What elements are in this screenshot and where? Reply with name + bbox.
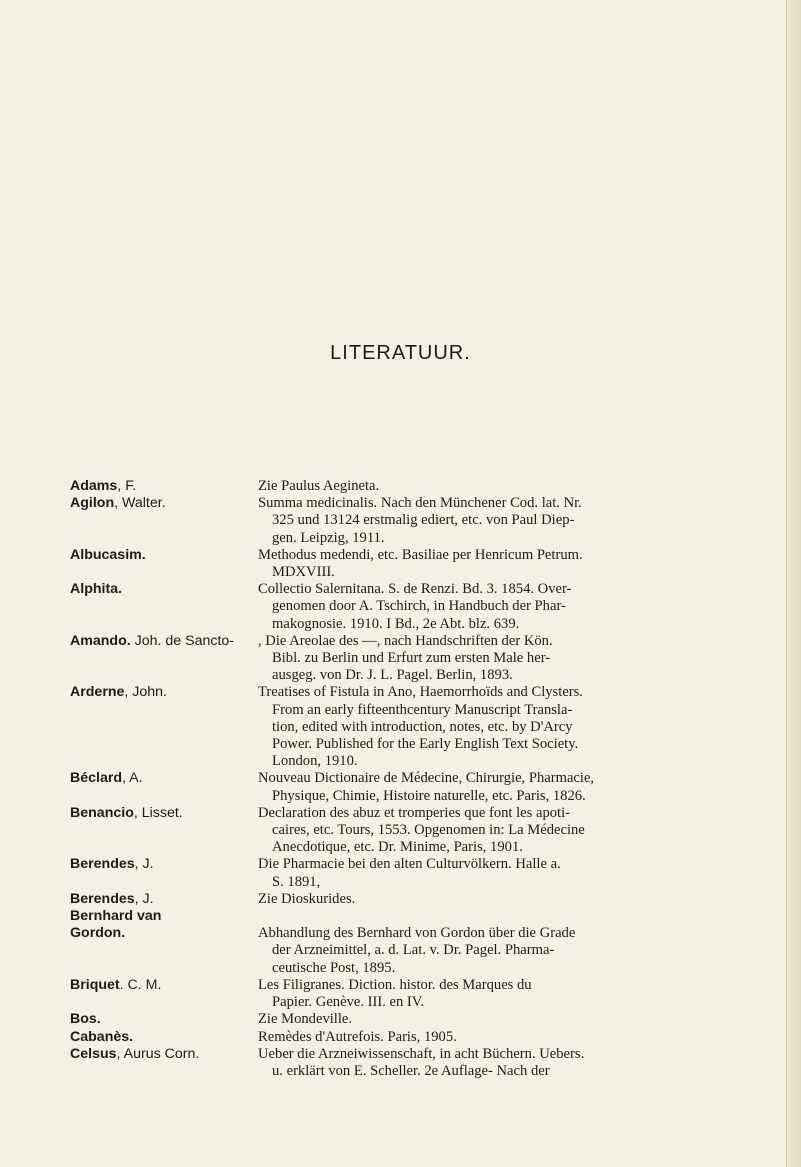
entry-line: Summa medicinalis. Nach den Münchener Cod. lat. Nr. bbox=[258, 495, 582, 512]
entry-line: Treatises of Fistula in Ano, Haemorrhoïds and Clysters. bbox=[258, 684, 583, 701]
author-surname: Albucasim. bbox=[70, 546, 146, 563]
entry-line: Anecdotique, etc. Dr. Minime, Paris, 1901. bbox=[272, 839, 523, 856]
entry-author bbox=[70, 805, 183, 822]
entry-line: MDXVIII. bbox=[272, 564, 335, 581]
entry-description bbox=[258, 547, 770, 581]
entry-line: From an early fifteenthcentury Manuscript Transla- bbox=[272, 701, 573, 718]
entry-line: der Arzneimittel, a. d. Lat. v. Dr. Pagel. Pharma- bbox=[272, 942, 555, 959]
entry-description bbox=[258, 684, 770, 770]
author-surname: Amando. bbox=[70, 632, 131, 649]
list-item bbox=[70, 925, 770, 977]
entry-line: Remèdes d'Autrefois. Paris, 1905. bbox=[258, 1028, 457, 1045]
author-surname: Alphita. bbox=[70, 581, 123, 598]
author-surname: Arderne bbox=[70, 684, 125, 701]
entry-description bbox=[258, 856, 770, 890]
entry-author bbox=[70, 547, 146, 564]
entry-line: Zie Mondeville. bbox=[258, 1011, 353, 1028]
list-item bbox=[70, 633, 770, 685]
entry-line: Physique, Chimie, Histoire naturelle, etc. Paris, 1826. bbox=[272, 787, 586, 804]
entry-author bbox=[70, 908, 161, 925]
entry-author bbox=[70, 856, 154, 873]
entry-line: ceutische Post, 1895. bbox=[272, 959, 396, 976]
entry-author bbox=[70, 1011, 101, 1028]
entry-description bbox=[258, 633, 770, 685]
list-item bbox=[70, 478, 770, 495]
author-given: . C. M. bbox=[119, 976, 162, 993]
entry-line bbox=[258, 908, 770, 925]
author-given: , John. bbox=[124, 684, 167, 701]
entry-description bbox=[258, 805, 770, 857]
entry-description bbox=[258, 977, 770, 1011]
entry-line: gen. Leipzig, 1911. bbox=[272, 529, 385, 546]
entry-line: Abhandlung des Bernhard von Gordon über die Grade bbox=[258, 925, 576, 942]
author-surname: Bos. bbox=[70, 1011, 101, 1028]
entry-line: Power. Published for the Early English Text Society. bbox=[272, 736, 579, 753]
entry-line: makognosie. 1910. I Bd., 2e Abt. blz. 639. bbox=[272, 615, 520, 632]
author-given: , J. bbox=[134, 890, 154, 907]
list-item bbox=[70, 770, 770, 804]
list-item bbox=[70, 1046, 770, 1080]
entry-line: Declaration des abuz et tromperies que font les apoti- bbox=[258, 804, 571, 821]
entry-description bbox=[258, 495, 770, 547]
entry-description bbox=[258, 770, 770, 804]
author-given: , A. bbox=[122, 770, 143, 787]
entry-author bbox=[70, 891, 154, 908]
author-surname: Adams bbox=[70, 478, 118, 494]
list-item bbox=[70, 805, 770, 857]
entry-description bbox=[258, 1046, 770, 1080]
entry-author bbox=[70, 684, 167, 701]
author-given: , Walter. bbox=[114, 495, 166, 512]
entry-description bbox=[258, 1011, 770, 1028]
author-surname: Celsus bbox=[70, 1045, 117, 1062]
entry-line: Ueber die Arzneiwissenschaft, in acht Büchern. Uebers. bbox=[258, 1045, 585, 1062]
entry-author bbox=[70, 1046, 199, 1063]
entry-line: Methodus medendi, etc. Basiliae per Henricum Petrum. bbox=[258, 546, 583, 563]
entry-author bbox=[70, 495, 166, 512]
entry-line: caires, etc. Tours, 1553. Opgenomen in: La Médecine bbox=[272, 822, 585, 839]
entry-line: Zie Dioskurides. bbox=[258, 890, 356, 907]
entry-description bbox=[258, 891, 770, 908]
entry-line: Zie Paulus Aegineta. bbox=[258, 478, 380, 494]
list-item bbox=[70, 908, 770, 925]
entry-line: Collectio Salernitana. S. de Renzi. Bd. 3. 1854. Over- bbox=[258, 581, 572, 598]
author-given: , Aurus Corn. bbox=[116, 1045, 200, 1062]
list-item bbox=[70, 977, 770, 1011]
entry-line: , Die Areolae des —, nach Handschriften der Kön. bbox=[258, 632, 553, 649]
entry-author bbox=[70, 581, 122, 598]
entry-line: ausgeg. von Dr. J. L. Pagel. Berlin, 1893. bbox=[272, 667, 513, 684]
author-surname: Bernhard van bbox=[70, 908, 162, 925]
entry-line: Bibl. zu Berlin und Erfurt zum ersten Male her- bbox=[272, 650, 551, 667]
entry-line: genomen door A. Tschirch, in Handbuch der Phar- bbox=[272, 598, 566, 615]
page-edge bbox=[786, 0, 801, 1167]
entry-line: S. 1891, bbox=[272, 873, 321, 890]
author-surname: Agilon bbox=[70, 495, 115, 512]
entry-description bbox=[258, 581, 770, 633]
entry-author bbox=[70, 770, 143, 787]
author-given: , F. bbox=[117, 478, 137, 494]
entry-line: London, 1910. bbox=[272, 753, 358, 770]
entry-description bbox=[258, 478, 770, 495]
entry-line: u. erklärt von E. Scheller. 2e Auflage- Nach der bbox=[272, 1062, 550, 1079]
list-item bbox=[70, 547, 770, 581]
entry-line: Die Pharmacie bei den alten Culturvölkern. Halle a. bbox=[258, 856, 561, 873]
entry-author bbox=[70, 1029, 133, 1046]
entry-line: Nouveau Dictionaire de Médecine, Chirurgie, Pharmacie, bbox=[258, 770, 595, 787]
author-surname: Cabanès. bbox=[70, 1028, 134, 1045]
bibliography-list bbox=[70, 478, 770, 1080]
entry-author bbox=[70, 977, 161, 994]
list-item bbox=[70, 684, 770, 770]
entry-line: Papier. Genève. III. en IV. bbox=[272, 994, 425, 1011]
list-item bbox=[70, 891, 770, 908]
entry-description bbox=[258, 908, 770, 925]
author-surname: Benancio bbox=[70, 804, 134, 821]
list-item bbox=[70, 1011, 770, 1028]
author-given: , J. bbox=[134, 856, 154, 873]
list-item bbox=[70, 1029, 770, 1046]
page-title: LITERATUUR. bbox=[330, 342, 471, 364]
author-given: Joh. de Sancto- bbox=[130, 632, 235, 649]
entry-line: tion, edited with introduction, notes, etc. by D'Arcy bbox=[272, 718, 573, 735]
entry-author bbox=[70, 478, 136, 495]
list-item bbox=[70, 581, 770, 633]
author-surname: Gordon. bbox=[70, 925, 126, 942]
entry-author bbox=[70, 925, 125, 942]
entry-author bbox=[70, 633, 234, 650]
entry-description bbox=[258, 1029, 770, 1046]
entry-line: 325 und 13124 erstmalig ediert, etc. von Paul Diep- bbox=[272, 512, 575, 529]
list-item bbox=[70, 856, 770, 890]
author-surname: Béclard bbox=[70, 770, 123, 787]
author-surname: Berendes bbox=[70, 890, 135, 907]
list-item bbox=[70, 495, 770, 547]
author-given: , Lisset. bbox=[133, 804, 183, 821]
author-surname: Briquet bbox=[70, 976, 120, 993]
entry-line: Les Filigranes. Diction. histor. des Marques du bbox=[258, 976, 532, 993]
entry-description bbox=[258, 925, 770, 977]
author-surname: Berendes bbox=[70, 856, 135, 873]
